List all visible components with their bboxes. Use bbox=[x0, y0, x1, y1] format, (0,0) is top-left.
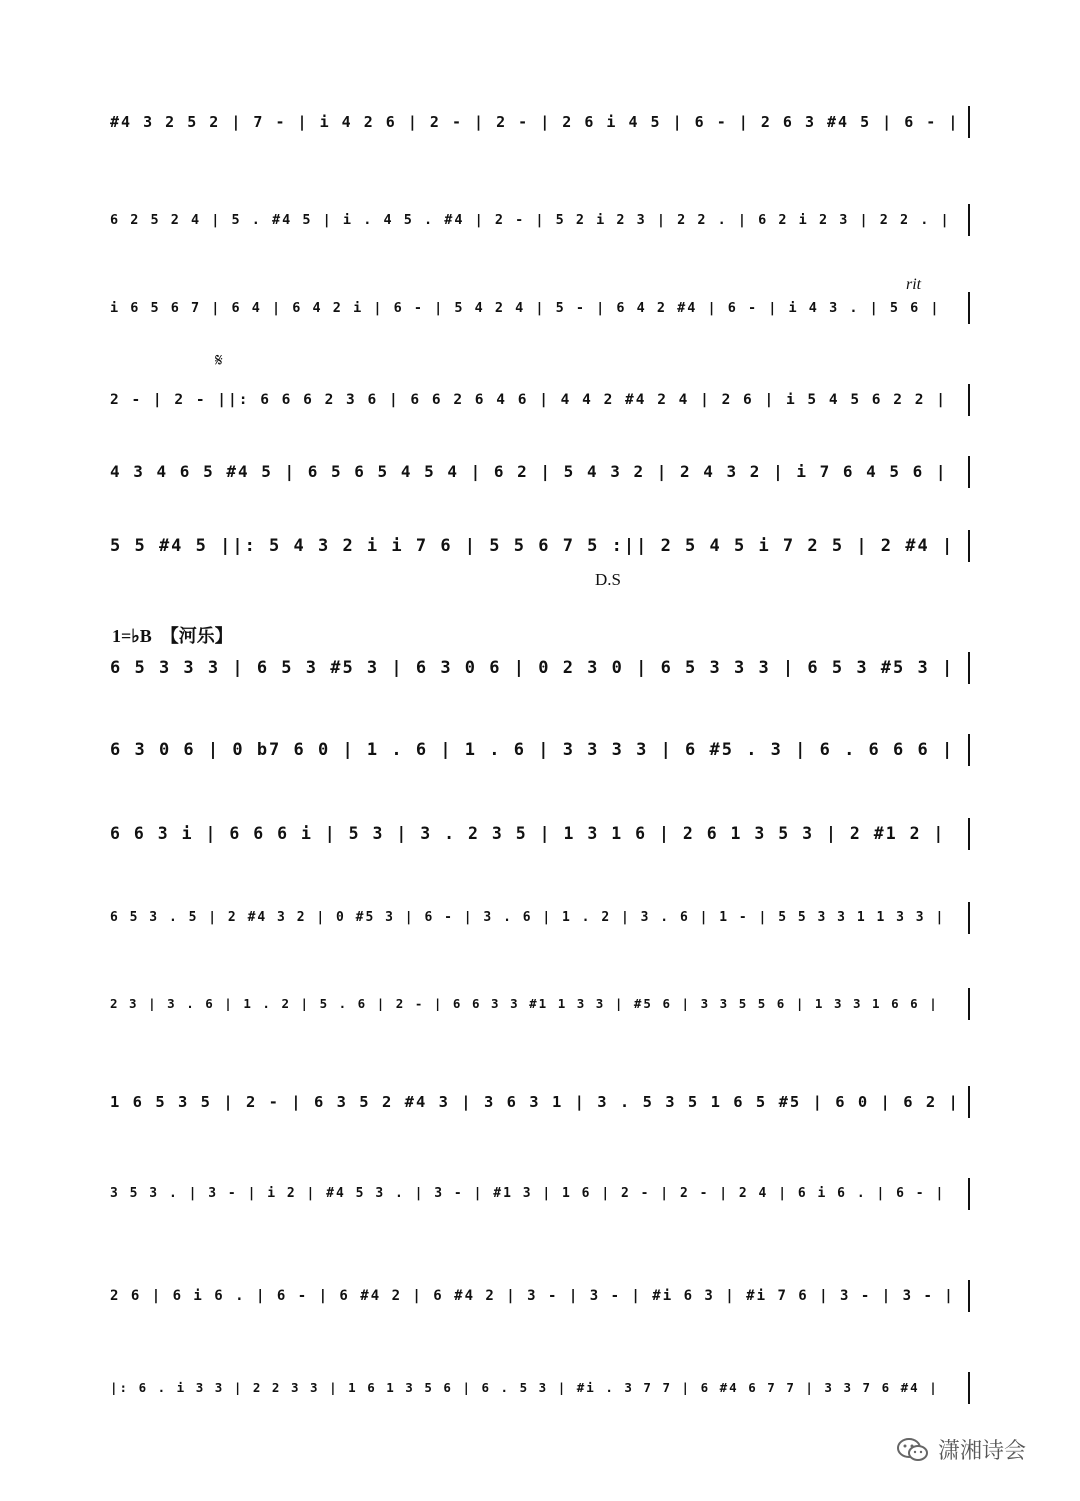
notation-text: |: 6 . i 3 3 | 2 2 3 3 | 1 6 1 3 5 6 | 6 . 5 3 | #i . 3 7 7 | 6 #4 6 7 7 | 3 3 7 6 #4 | bbox=[110, 1380, 939, 1395]
dal-segno-mark: D.S bbox=[595, 570, 621, 589]
notation-line-10 bbox=[100, 896, 970, 940]
notation-text: 6 5 3 . 5 | 2 #4 3 2 | 0 #5 3 | 6 - | 3 . 6 | 1 . 2 | 3 . 6 | 1 - | 5 5 3 3 1 1 3 3 | bbox=[110, 910, 946, 925]
notation-line-13 bbox=[100, 1172, 970, 1216]
notation-text: 2 6 | 6 i 6 . | 6 - | 6 #4 2 | 6 #4 2 | 3 - | 3 - | #i 6 3 | #i 7 6 | 3 - | 3 - | bbox=[110, 1288, 955, 1304]
notation-text: 6 2 5 2 4 | 5 . #4 5 | i . 4 5 . #4 | 2 - | 5 2 i 2 3 | 2 2 . | 6 2 i 2 3 | 2 2 . | bbox=[110, 212, 951, 228]
barline bbox=[968, 106, 970, 138]
barline bbox=[968, 456, 970, 488]
notation-line-15 bbox=[100, 1366, 970, 1410]
notation-line-1 bbox=[100, 100, 970, 144]
notation-line-6 bbox=[100, 524, 970, 568]
barline bbox=[968, 818, 970, 850]
notation-text: 6 3 0 6 | 0 b7 6 0 | 1 . 6 | 1 . 6 | 3 3 3 3 | 6 #5 . 3 | 6 . 6 6 6 | bbox=[110, 740, 955, 760]
notation-line-7 bbox=[100, 646, 970, 690]
notation-text: i 6 5 6 7 | 6 4 | 6 4 2 i | 6 - | 5 4 2 4 | 5 - | 6 4 2 #4 | 6 - | i 4 3 . | 5 6 | bbox=[110, 300, 941, 316]
segno-mark: 𝄋 bbox=[215, 350, 223, 371]
notation-text: 6 5 3 3 3 | 6 5 3 #5 3 | 6 3 0 6 | 0 2 3 0 | 6 5 3 3 3 | 6 5 3 #5 3 | bbox=[110, 658, 955, 678]
watermark-text: 潇湘诗会 bbox=[938, 1439, 1027, 1464]
notation-line-9 bbox=[100, 812, 970, 856]
key-signature: 1=♭B bbox=[112, 626, 152, 646]
notation-text: #4 3 2 5 2 | 7 - | i 4 2 6 | 2 - | 2 - | 2 6 i 4 5 | 6 - | 2 6 3 #4 5 | 6 - | bbox=[110, 113, 960, 131]
notation-line-11 bbox=[100, 982, 970, 1026]
notation-line-12 bbox=[100, 1080, 970, 1124]
section-title: 【河乐】 bbox=[160, 626, 233, 646]
notation-line-4 bbox=[100, 378, 970, 422]
notation-text: 5 5 #4 5 ||: 5 4 3 2 i i 7 6 | 5 5 6 7 5 :|| 2 5 4 5 i 7 2 5 | 2 #4 | bbox=[110, 536, 955, 556]
notation-text: 3 5 3 . | 3 - | i 2 | #4 5 3 . | 3 - | #1 3 | 1 6 | 2 - | 2 - | 2 4 | 6 i 6 . | 6 - | bbox=[110, 1186, 946, 1201]
barline bbox=[968, 734, 970, 766]
ritardando-mark: rit bbox=[906, 276, 922, 293]
notation-line-5 bbox=[100, 450, 970, 494]
barline bbox=[968, 1372, 970, 1404]
watermark bbox=[896, 1434, 1026, 1465]
barline bbox=[968, 988, 970, 1020]
notation-line-8 bbox=[100, 728, 970, 772]
wechat-icon bbox=[896, 1436, 930, 1464]
notation-text: 6 6 3 i | 6 6 6 i | 5 3 | 3 . 2 3 5 | 1 3 1 6 | 2 6 1 3 5 3 | 2 #1 2 | bbox=[110, 824, 946, 843]
notation-text: 2 - | 2 - ||: 6 6 6 2 3 6 | 6 6 2 6 4 6 | 4 4 2 #4 2 4 | 2 6 | i 5 4 5 6 2 2 | bbox=[110, 392, 947, 408]
notation-line-2 bbox=[100, 198, 970, 242]
barline bbox=[968, 292, 970, 324]
notation-text: 2 3 | 3 . 6 | 1 . 2 | 5 . 6 | 2 - | 6 6 3 3 #1 1 3 3 | #5 6 | 3 3 5 5 6 | 1 3 3 1 6 6 | bbox=[110, 996, 939, 1011]
notation-text: 4 3 4 6 5 #4 5 | 6 5 6 5 4 5 4 | 6 2 | 5 4 3 2 | 2 4 3 2 | i 7 6 4 5 6 | bbox=[110, 462, 948, 481]
barline bbox=[968, 1086, 970, 1118]
barline bbox=[968, 1280, 970, 1312]
barline bbox=[968, 204, 970, 236]
notation-text: 1 6 5 3 5 | 2 - | 6 3 5 2 #4 3 | 3 6 3 1 | 3 . 5 3 5 1 6 5 #5 | 6 0 | 6 2 | bbox=[110, 1093, 960, 1111]
barline bbox=[968, 1178, 970, 1210]
barline bbox=[968, 652, 970, 684]
notation-line-14 bbox=[100, 1274, 970, 1318]
notation-line-3 bbox=[100, 286, 970, 330]
section-header bbox=[112, 622, 233, 648]
barline bbox=[968, 530, 970, 562]
barline bbox=[968, 384, 970, 416]
barline bbox=[968, 902, 970, 934]
